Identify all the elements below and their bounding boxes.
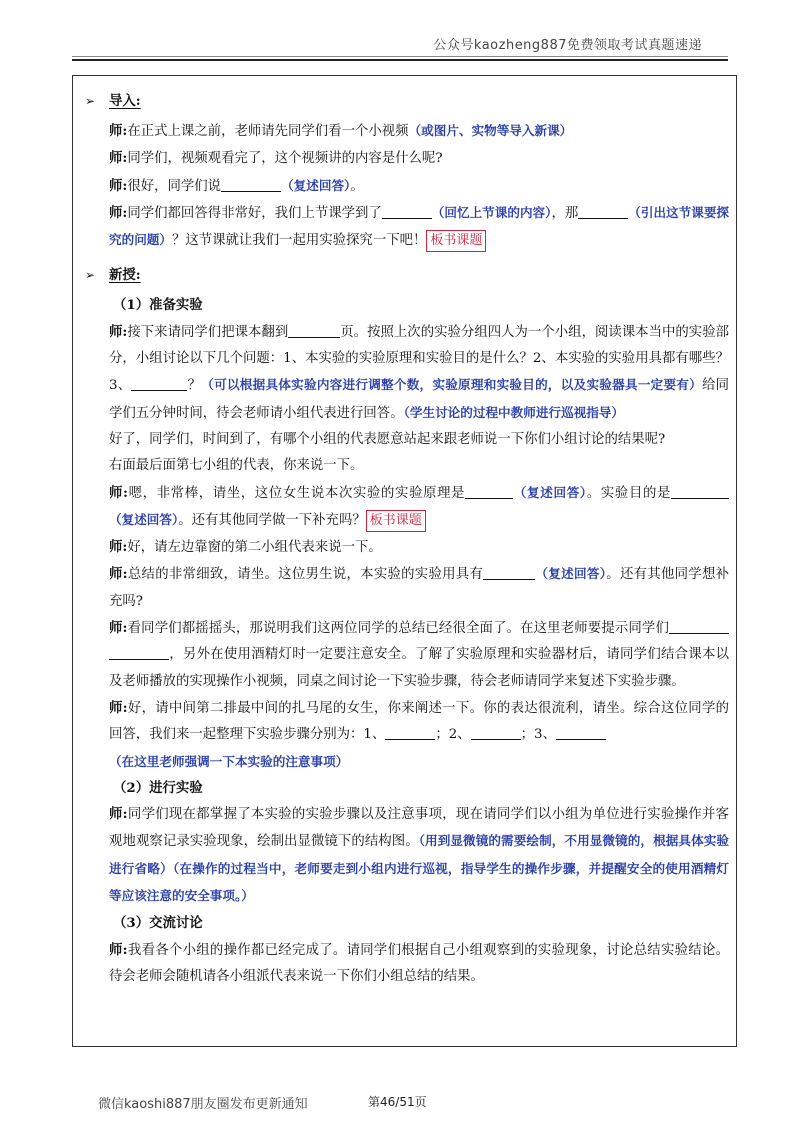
speaker-label: 师: — [109, 806, 128, 823]
section-title: 新授: — [109, 267, 141, 284]
speaker-label: 师: — [109, 204, 128, 221]
section-title: 导入: — [109, 93, 141, 109]
paragraph — [109, 801, 729, 910]
fill-blank — [471, 724, 521, 740]
text: 。还有其他同学做一下补充吗？ — [178, 512, 366, 528]
speaker-label: 师: — [109, 941, 128, 958]
text: 在正式上课之前，老师请先同学们看一个小视频 — [127, 124, 409, 139]
fill-blank — [556, 724, 606, 740]
text: 嗯，非常棒，请坐，这位女生说本次实验的实验原理是 — [127, 485, 466, 501]
speaker-label: 师: — [109, 123, 128, 139]
text: 同学们现在都掌握了本实验的实验步骤以及注意事项，现在请同学们以小组为单位进行实验操作并客观地观察记录实验现象，绘制出显微镜下的结构图。 — [109, 807, 730, 850]
subsection-title: （1）准备实验 — [113, 297, 203, 314]
teacher-note: （或图片、实物等导入新课） — [408, 123, 573, 138]
text: 看同学们都摇摇头，那说明我们这两位同学的总结已经很全面了。在这里老师要提示同学们 — [127, 621, 669, 637]
text: 。还有其他同学想补充吗? — [109, 567, 729, 609]
text: 同学们都回答得非常好，我们上节课学到了 — [127, 205, 382, 221]
paragraph — [109, 561, 729, 615]
speaker-label: 师: — [109, 539, 128, 556]
footer-notice: 微信kaoshi887朋友圈发布更新通知 — [98, 1097, 308, 1112]
text: 很好，同学们说 — [127, 178, 222, 194]
lesson-content — [85, 88, 730, 990]
paragraph — [109, 480, 729, 535]
text: 页。按照上次的实验分组四人为一个小组，阅读课本当中的实验部分，小组讨论以下几个问题：1、本实验的实验原理和实验目的是什么？2、本实验的实验用具都有哪些？3、 — [109, 324, 730, 394]
fill-blank — [669, 618, 729, 634]
board-title-stamp: 板书课题 — [366, 510, 426, 532]
text: 接下来请同学们把课本翻到 — [127, 324, 289, 340]
text: 好，请中间第二排最中间的扎马尾的女生，你来阐述一下。你的表达很流利，请坐。综合这位同学的回答，我们来一起整理下实验步骤分别为：1、 — [109, 700, 730, 743]
speaker-label: 师: — [109, 150, 128, 167]
text: ；3、 — [520, 727, 556, 743]
arrow-right-icon: ➢ — [85, 94, 96, 108]
speaker-label: 师: — [109, 177, 128, 194]
speaker-label: 师: — [109, 620, 128, 637]
section-intro — [85, 88, 729, 114]
header-text: 公众号kaozheng887免费领取考试真题速递 — [433, 38, 702, 53]
fill-blank — [671, 483, 729, 499]
paragraph — [109, 534, 729, 561]
text: 。 — [350, 178, 364, 194]
text: 给同学们五分钟时间，待会老师请小组代表进行回答。 — [109, 378, 730, 421]
subsection-title: （3）交流讨论 — [113, 915, 203, 932]
paragraph: 右面最后面第七小组的代表，你来说一下。 — [109, 458, 364, 474]
text: ；2、 — [435, 727, 471, 743]
fill-blank — [131, 375, 187, 391]
arrow-right-icon: ➢ — [85, 268, 96, 283]
speaker-label: 师: — [109, 323, 128, 340]
text: 好，请左边靠窗的第二小组代表来说一下。 — [127, 540, 382, 556]
speaker-label: 师: — [109, 699, 128, 716]
teacher-note: （用到显微镜的需要绘制，不用显微镜的，根据具体实验进行省略） — [109, 833, 730, 876]
teacher-note: （学生讨论的过程中教师进行巡视指导） — [403, 404, 624, 420]
speaker-label: 师: — [109, 484, 128, 501]
text: ，那 — [551, 205, 579, 221]
teacher-note: （在操作的过程当中，老师要走到小组内进行巡视，指导学生的操作步骤，并提醒安全的使用酒精灯等应该注意的安全事项。） — [109, 860, 730, 904]
text: 。实验目的是 — [586, 485, 672, 501]
text: 我看各个小组的操作都已经完成了。请同学们根据自己小组观察到的实验现象，讨论总结实验结论。待会老师会随机请各小组派代表来说一下你们小组总结的结果。 — [109, 942, 730, 984]
section-new-lesson — [85, 262, 729, 288]
teacher-note: （复述回答） — [513, 484, 587, 500]
teacher-note: （复述回答） — [281, 177, 351, 193]
text: ？这节课就让我们一起用实验探究一下吧！ — [171, 233, 427, 249]
text: 总结的非常细致，请坐。这位男生说，本实验的实验用具有 — [127, 567, 484, 583]
paragraph — [109, 173, 729, 200]
header-rule — [72, 56, 728, 57]
paragraph — [109, 200, 729, 255]
paragraph — [109, 695, 729, 749]
teacher-note: （可以根据具体实验内容进行调整个数，实验原理和实验目的，以及实验器具一定要有） — [201, 377, 702, 393]
paragraph — [109, 145, 729, 172]
fill-blank — [385, 724, 435, 740]
fill-blank — [221, 176, 281, 192]
subsection-title: （2）进行实验 — [113, 779, 203, 796]
text: ？ — [187, 378, 202, 394]
header-rule-thick — [72, 59, 728, 61]
paragraph — [109, 937, 729, 991]
paragraph — [109, 615, 729, 695]
paragraph: 好了，同学们，时间到了，有哪个小组的代表愿意站起来跟老师说一下你们小组讨论的结果呢? — [109, 431, 666, 447]
paragraph — [109, 319, 729, 427]
teacher-note: （引出这节课要探究的问题） — [109, 204, 730, 248]
teacher-note: （复述回答） — [535, 566, 607, 582]
fill-blank — [483, 564, 535, 580]
teacher-note: （回忆上节课的内容） — [431, 204, 552, 220]
text: 同学们，视频观看完了，这个视频讲的内容是什么呢? — [127, 151, 443, 167]
paragraph — [109, 118, 729, 145]
teacher-note: （复述回答） — [109, 511, 179, 527]
speaker-label: 师: — [109, 566, 128, 583]
fill-blank — [578, 203, 628, 219]
fill-blank — [465, 483, 513, 499]
fill-blank — [109, 644, 169, 660]
board-title-stamp: 板书课题 — [426, 230, 486, 252]
page-number: 第46/51页 — [368, 1095, 427, 1109]
teacher-note: （在这里老师强调一下本实验的注意事项） — [109, 753, 349, 769]
fill-blank — [382, 203, 432, 219]
fill-blank — [288, 322, 340, 338]
lesson-content-box — [72, 75, 737, 1047]
text: ，另外在使用酒精灯时一定要注意安全。了解了实验原理和实验器材后，请同学们结合课本以及老师播放的实现操作小视频，同桌之间讨论一下实验步骤，待会老师请同学来复述下实验步骤。 — [109, 647, 729, 689]
